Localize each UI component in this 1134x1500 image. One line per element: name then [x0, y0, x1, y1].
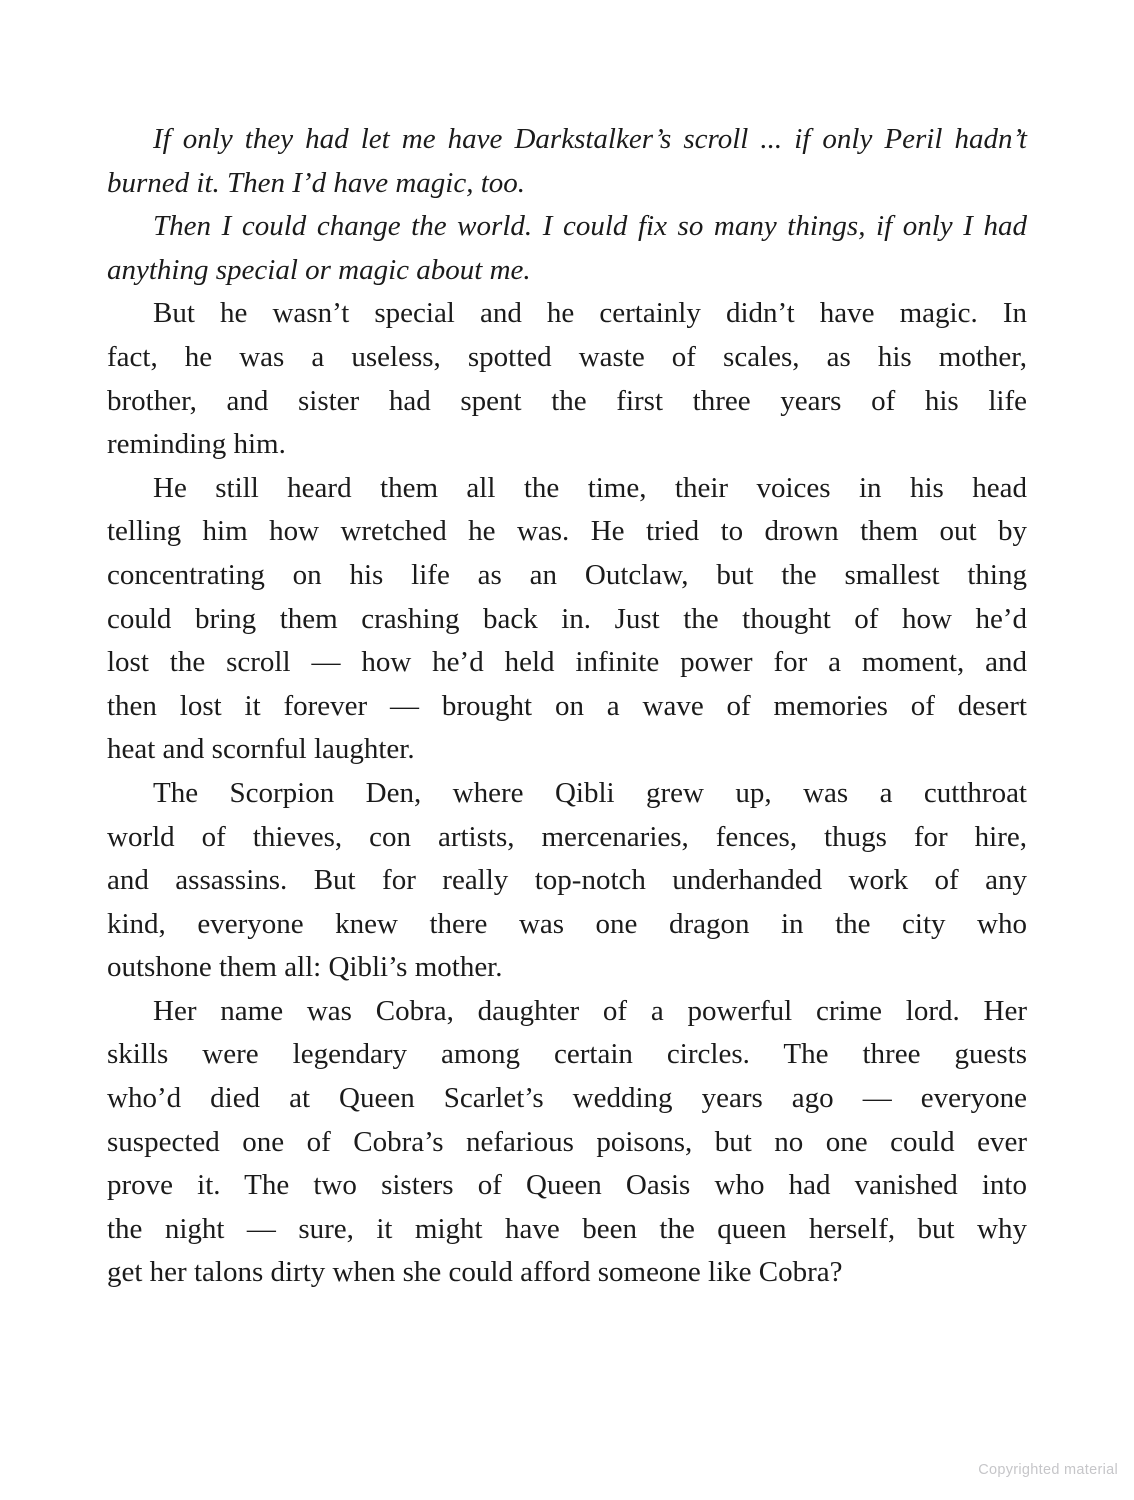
text-line: concentrating on his life as an Outclaw, but the smallest thing: [107, 558, 1027, 591]
text-line: lost the scroll — how he’d held infinite power for a moment, and: [107, 646, 1027, 679]
text-line: fact, he was a useless, spotted waste of scales, as his mother,: [107, 340, 1027, 373]
paragraph: [107, 772, 1027, 990]
text-line: suspected one of Cobra’s nefarious poisons, but no one could ever: [107, 1125, 1027, 1158]
paragraph: [107, 467, 1027, 772]
page-text-block: [107, 0, 1027, 1295]
text-line: But he wasn’t special and he certainly didn’t have magic. In: [153, 297, 1027, 330]
text-line: reminding him.: [107, 428, 286, 461]
text-line: kind, everyone knew there was one dragon in the city who: [107, 907, 1027, 940]
text-line: The Scorpion Den, where Qibli grew up, was a cutthroat: [153, 776, 1027, 809]
text-line: outshone them all: Qibli’s mother.: [107, 951, 503, 984]
paragraph: [107, 292, 1027, 466]
text-line: and assassins. But for really top-notch underhanded work of any: [107, 864, 1027, 897]
copyright-notice: Copyrighted material: [978, 1462, 1118, 1478]
text-line: who’d died at Queen Scarlet’s wedding years ago — everyone: [107, 1082, 1027, 1115]
paragraph: [107, 118, 1027, 205]
text-line: could bring them crashing back in. Just the thought of how he’d: [107, 602, 1027, 635]
text-line: world of thieves, con artists, mercenaries, fences, thugs for hire,: [107, 820, 1027, 853]
text-line: Then I could change the world. I could fix so many things, if only I had: [153, 210, 1027, 243]
paragraph: [107, 205, 1027, 292]
text-line: then lost it forever — brought on a wave of memories of desert: [107, 689, 1027, 722]
text-line: burned it. Then I’d have magic, too.: [107, 166, 526, 199]
text-line: brother, and sister had spent the first three years of his life: [107, 384, 1027, 417]
text-line: Her name was Cobra, daughter of a powerful crime lord. Her: [153, 994, 1027, 1027]
text-line: anything special or magic about me.: [107, 253, 531, 286]
text-line: He still heard them all the time, their voices in his head: [153, 471, 1027, 504]
text-line: If only they had let me have Darkstalker’s scroll ... if only Peril hadn’t: [153, 123, 1027, 155]
text-line: skills were legendary among certain circles. The three guests: [107, 1038, 1027, 1071]
text-line: get her talons dirty when she could afford someone like Cobra?: [107, 1256, 843, 1289]
paragraph: [107, 990, 1027, 1295]
text-line: heat and scornful laughter.: [107, 733, 415, 766]
text-line: prove it. The two sisters of Queen Oasis who had vanished into: [107, 1169, 1027, 1202]
text-line: the night — sure, it might have been the queen herself, but why: [107, 1212, 1027, 1245]
text-line: telling him how wretched he was. He tried to drown them out by: [107, 515, 1027, 548]
